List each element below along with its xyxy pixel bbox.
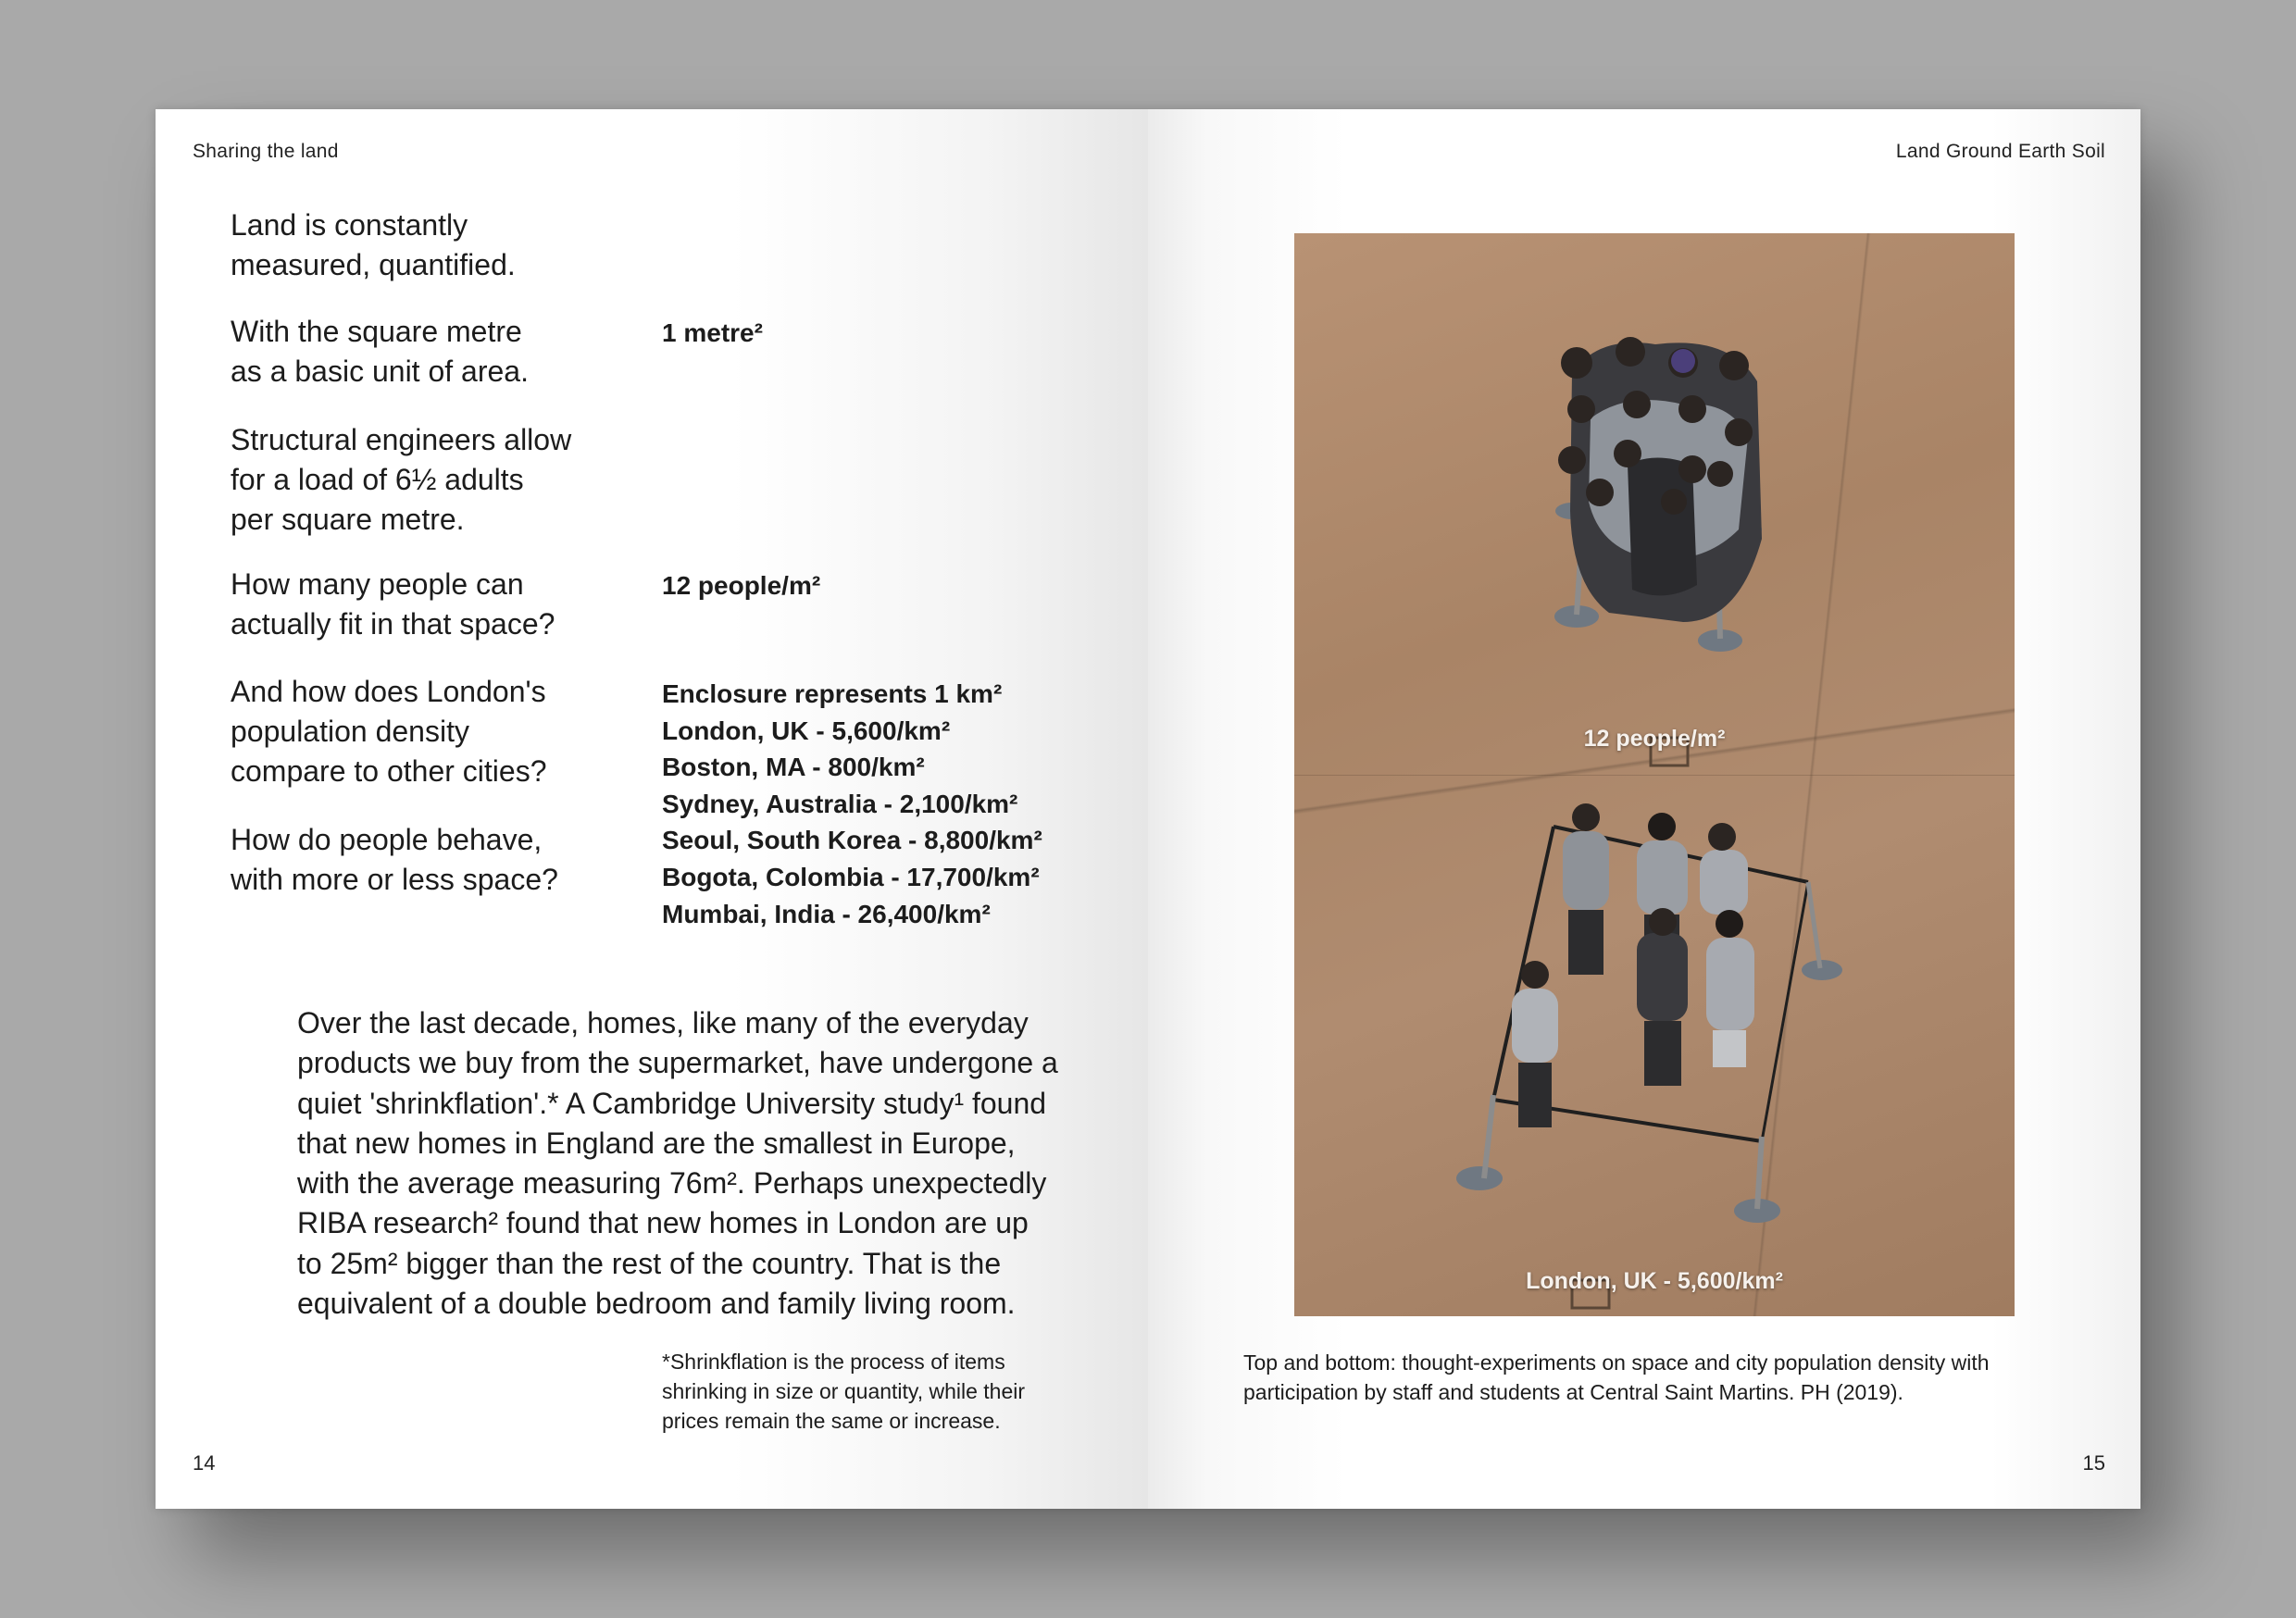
question-5: And how does London's population density compare to other cities? (231, 675, 547, 788)
density-item: London, UK - 5,600/km² (662, 716, 951, 745)
essay-paragraph: Over the last decade, homes, like many of the everyday products we buy from the supermarket, have undergone a quiet 'shrinkflation'.* A Cambridge University study¹ found that new homes in England are the smallest in Europe, with the average measuring 76m². Perhaps unexpectedly RIBA research² found that new homes in London are up to 25m² bigger than the rest of the country. That is the equivalent of a double bedroom and family living room. (297, 1006, 1058, 1321)
photo-composite (1294, 233, 2015, 1316)
photo-top-crowded (1294, 233, 2015, 775)
figure-caption: Top and bottom: thought-experiments on space and city population density with participation by staff and students at Central Saint Martins. PH (2019). (1243, 1350, 1990, 1404)
photo-bottom-caption: London, UK - 5,600/km² (1526, 1268, 1783, 1294)
question-6: How do people behave, with more or less space? (231, 823, 558, 896)
density-item: Enclosure represents 1 km² (662, 679, 1003, 708)
question-4: How many people can actually fit in that space? (231, 567, 555, 641)
photo-bottom-spacious (1294, 775, 2015, 1316)
running-head-left: Sharing the land (193, 141, 339, 162)
density-item: Bogota, Colombia - 17,700/km² (662, 862, 1040, 891)
answer-unit: 1 metre² (662, 318, 763, 347)
page-number-left: 14 (193, 1451, 216, 1475)
left-page (156, 109, 1148, 1509)
running-head-right: Land Ground Earth Soil (1895, 141, 2105, 162)
density-item: Mumbai, India - 26,400/km² (662, 899, 991, 928)
density-item: Boston, MA - 800/km² (662, 753, 925, 782)
photo-top-caption: 12 people/m² (1583, 726, 1726, 752)
question-1: Land is constantly measured, quantified. (231, 208, 516, 281)
density-item: Sydney, Australia - 2,100/km² (662, 789, 1018, 818)
page-number-right: 15 (2082, 1451, 2105, 1475)
density-item: Seoul, South Korea - 8,800/km² (662, 826, 1042, 855)
density-list (662, 676, 1042, 932)
spaced-people-illustration (1294, 776, 2015, 1316)
question-2: With the square metre as a basic unit of area. (231, 315, 529, 388)
crowd-illustration (1294, 233, 2015, 775)
answer-capacity: 12 people/m² (662, 571, 821, 600)
question-3: Structural engineers allow for a load of 6½ adults per square metre. (231, 423, 572, 536)
book-spread (156, 109, 2140, 1509)
footnote: *Shrinkflation is the process of items shrinking in size or quantity, while their prices remain the same or increase. (662, 1350, 1026, 1433)
